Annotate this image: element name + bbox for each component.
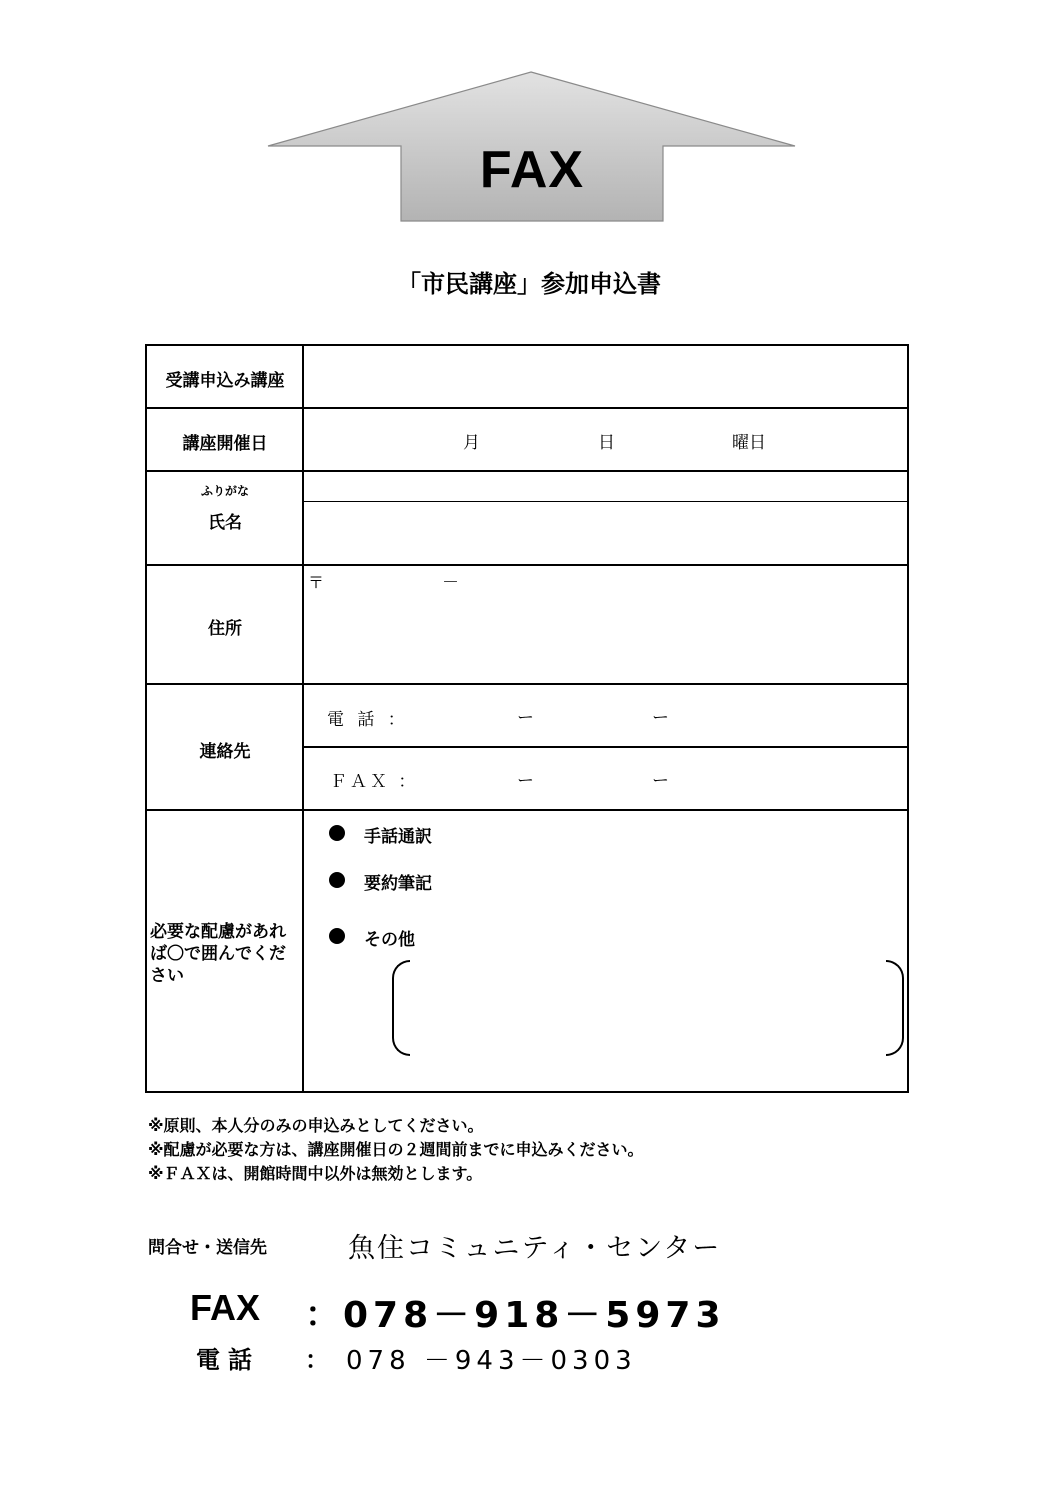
row-divider <box>147 809 907 811</box>
address-field[interactable] <box>325 586 905 680</box>
bullet-icon <box>329 872 345 888</box>
other-details-field[interactable] <box>415 964 881 1052</box>
tel-number-colon: ： <box>305 1346 329 1374</box>
bracket-left <box>392 960 410 1056</box>
fax-label: ＦＡＸ ： <box>330 772 419 792</box>
row-divider <box>147 683 907 685</box>
organization-name: 魚住コミュニティ・センター <box>348 1233 722 1264</box>
course-label: 受講申込み講座 <box>165 371 285 391</box>
contact-label: 連絡先 <box>199 742 251 762</box>
tel-number: 078 －943－0303 <box>346 1346 637 1376</box>
furigana-field[interactable] <box>305 472 905 500</box>
name-field[interactable] <box>305 504 905 562</box>
tel-number-key: 電話 <box>196 1346 260 1374</box>
row-divider <box>147 564 907 566</box>
postal-dash: － <box>442 573 459 593</box>
bullet-icon <box>329 928 345 944</box>
page-title: 「市民講座」参加申込書 <box>397 270 661 298</box>
fax-dash-2: ー <box>652 771 669 791</box>
option-sign-language[interactable]: 手話通訳 <box>364 827 432 847</box>
column-divider <box>302 346 304 1091</box>
fax-dash-1: ー <box>517 771 534 791</box>
fax-number-key: FAX <box>190 1287 261 1328</box>
inquiry-label: 問合せ・送信先 <box>148 1238 267 1258</box>
furigana-label: ふりがな <box>200 484 249 498</box>
notes <box>148 1114 644 1186</box>
date-month-label: 月 <box>463 433 480 453</box>
tel-dash-1: ー <box>517 708 534 728</box>
fax-badge-text: FAX <box>479 141 585 199</box>
date-day-label: 日 <box>598 433 615 453</box>
note-line: ※ＦＡＸは、開館時間中以外は無効とします。 <box>148 1164 483 1183</box>
name-label: 氏名 <box>208 513 242 533</box>
fax-number: 078－918－5973 <box>343 1295 726 1336</box>
tel-label: 電 話 ： <box>327 710 409 730</box>
furigana-divider <box>303 501 907 502</box>
option-other[interactable]: その他 <box>364 930 415 950</box>
note-line: ※原則、本人分のみの申込みとしてください。 <box>148 1116 484 1135</box>
date-weekday-label: 曜日 <box>732 433 766 453</box>
note-line: ※配慮が必要な方は、講座開催日の２週間前までに申込みください。 <box>148 1140 644 1159</box>
course-field[interactable] <box>305 348 905 406</box>
tel-dash-2: ー <box>652 708 669 728</box>
address-label: 住所 <box>208 619 242 639</box>
postal-mark: 〒 <box>308 573 325 592</box>
option-summary-writing[interactable]: 要約筆記 <box>364 874 432 894</box>
contact-divider <box>303 746 907 748</box>
date-label: 講座開催日 <box>182 434 268 454</box>
needs-label: 必要な配慮があれば〇で囲んでください <box>150 922 286 986</box>
application-form <box>145 344 909 1093</box>
fax-number-colon: ： <box>305 1295 339 1335</box>
bullet-icon <box>329 825 345 841</box>
bracket-right <box>886 960 904 1056</box>
row-divider <box>147 407 907 409</box>
